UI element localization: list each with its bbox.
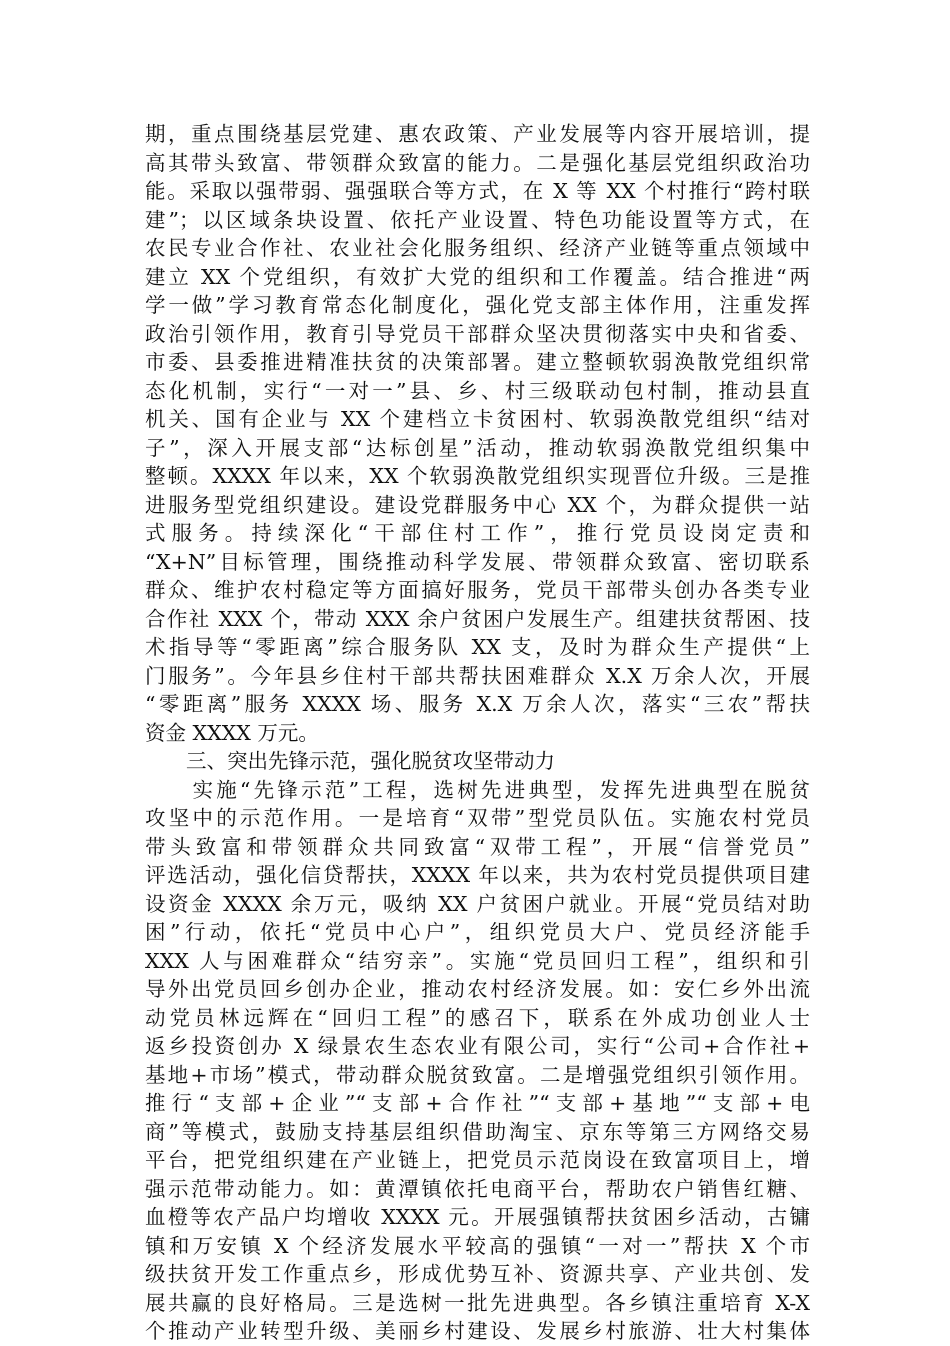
body-line: 群众、维护农村稳定等方面搞好服务，党员干部带头创办各类专业: [145, 578, 810, 602]
body-line: 政治引领作用，教育引导党员干部群众坚决贯彻落实中央和省委、: [145, 321, 810, 346]
body-line: “X+N”目标管理，围绕推动科学发展、带领群众致富、密切联系: [145, 549, 810, 574]
body-line: 商”等模式，鼓励支持基层组织借助淘宝、京东等第三方网络交易: [145, 1119, 810, 1144]
body-line: 导外出党员回乡创办企业，推动农村经济发展。如：安仁乡外出流: [145, 977, 810, 1001]
body-line: 市委、县委推进精准扶贫的决策部署。建立整顿软弱涣散党组织常: [145, 350, 810, 374]
body-line: 评选活动，强化信贷帮扶，XXXX 年以来，共为农村党员提供项目建: [145, 863, 810, 887]
body-line: 返乡投资创办 X 绿景农生态农业有限公司，实行“公司+合作社+: [145, 1034, 810, 1058]
body-line: 血橙等农产品户均增收 XXXX 元。开展强镇帮扶贫困乡活动，古镛: [145, 1205, 810, 1229]
body-line: 展共赢的良好格局。三是选树一批先进典型。各乡镇注重培育 X-X: [145, 1290, 810, 1315]
body-line: 推行“支部+企业”“支部+合作社”“支部+基地”“支部+电: [145, 1091, 810, 1115]
body-line: 攻坚中的示范作用。一是培育“双带”型党员队伍。实施农村党员: [145, 806, 810, 830]
body-line: 个推动产业转型升级、美丽乡村建设、发展乡村旅游、壮大村集体: [145, 1319, 810, 1343]
body-line: 设资金 XXXX 余万元，吸纳 XX 户贫困户就业。开展“党员结对助: [145, 891, 810, 916]
body-line: 子”，深入开展支部“达标创星”活动，推动软弱涣散党组织集中: [145, 435, 810, 460]
body-line: 困”行动，依托“党员中心户”，组织党员大户、党员经济能手: [145, 920, 810, 944]
body-line: 期，重点围绕基层党建、惠农政策、产业发展等内容开展培训，提: [145, 122, 810, 146]
body-line: 机关、国有企业与 XX 个建档立卡贫困村、软弱涣散党组织“结对: [145, 407, 810, 431]
body-line: 基地+市场”模式，带动群众脱贫致富。二是增强党组织引领作用。: [145, 1062, 810, 1087]
body-line: 资金 XXXX 万元。: [145, 720, 319, 745]
body-line: 式服务。持续深化“干部住村工作”，推行党员设岗定责和: [145, 521, 810, 545]
body-line: 态化机制，实行“一对一”县、乡、村三级联动包村制，推动县直: [145, 378, 810, 403]
body-line: 进服务型党组织建设。建设党群服务中心 XX 个，为群众提供一站: [145, 492, 810, 517]
body-line: 镇和万安镇 X 个经济发展水平较高的强镇“一对一”帮扶 X 个市: [145, 1233, 810, 1258]
body-line: 建立 XX 个党组织，有效扩大党的组织和工作覆盖。结合推进“两: [145, 264, 810, 289]
body-line: XXX 人与困难群众“结穷亲”。实施“党员回归工程”，组织和引: [145, 948, 810, 973]
body-line: 门服务”。今年县乡住村干部共帮扶困难群众 X.X 万余人次，开展: [145, 663, 810, 688]
body-line: 建”；以区域条块设置、依托产业设置、特色功能设置等方式，在: [145, 207, 810, 232]
body-line: 学一做”学习教育常态化制度化，强化党支部主体作用，注重发挥: [145, 293, 810, 317]
body-line: 平台，把党组织建在产业链上，把党员示范岗设在致富项目上，增: [145, 1148, 810, 1172]
body-line: 高其带头致富、带领群众致富的能力。二是强化基层党组织政治功: [145, 150, 810, 175]
body-line: “零距离”服务 XXXX 场、服务 X.X 万余人次，落实“三农”帮扶: [145, 692, 810, 716]
body-line: 农民专业合作社、农业社会化服务组织、经济产业链等重点领域中: [145, 236, 810, 260]
body-line: 实施“先锋示范”工程，选树先进典型，发挥先进典型在脱贫: [145, 777, 810, 802]
body-line: 能。采取以强带弱、强强联合等方式，在 X 等 XX 个村推行“跨村联: [145, 179, 810, 203]
body-line: 强示范带动能力。如：黄潭镇依托电商平台，帮助农户销售红糖、: [145, 1176, 810, 1201]
body-line: 带头致富和带领群众共同致富“双带工程”，开展“信誉党员”: [145, 834, 810, 859]
body-line: 整顿。XXXX 年以来，XX 个软弱涣散党组织实现晋位升级。三是推: [145, 464, 810, 488]
body-line: 级扶贫开发工作重点乡，形成优势互补、资源共享、产业共创、发: [145, 1262, 810, 1286]
body-line: 合作社 XXX 个，带动 XXX 余户贫困户发展生产。组建扶贫帮困、技: [145, 606, 810, 631]
body-line: 动党员林远辉在“回归工程”的感召下，联系在外成功创业人士: [145, 1005, 810, 1030]
document-body: [145, 120, 810, 1346]
section-heading: 三、突出先锋示范，强化脱贫攻坚带动力: [145, 749, 555, 773]
body-line: 术指导等“零距离”综合服务队 XX 支，及时为群众生产提供“上: [145, 635, 810, 659]
